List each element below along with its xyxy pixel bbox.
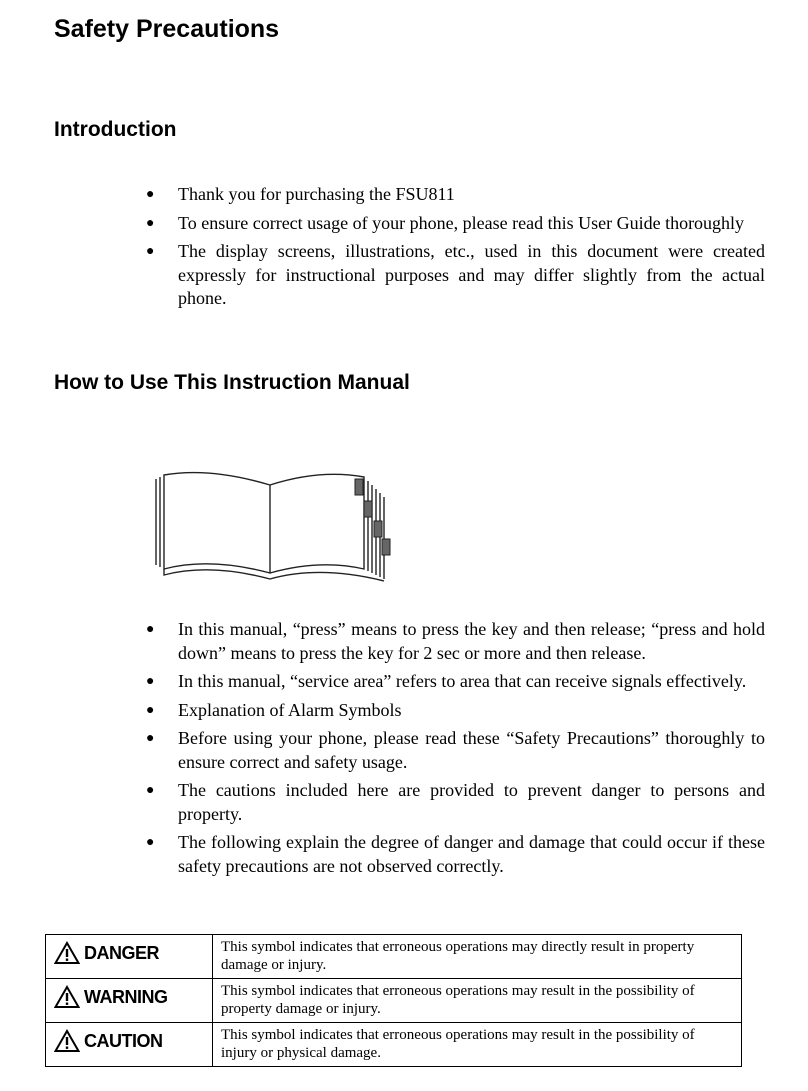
list-item-text: The display screens, illustrations, etc., used in this document were created expressly for instructional purposes and may differ slightly from the actual phone. xyxy=(178,241,765,308)
open-book-illustration xyxy=(150,465,398,585)
introduction-list xyxy=(140,183,765,316)
table-row xyxy=(46,935,742,979)
list-item xyxy=(140,670,765,694)
page-title: Safety Precautions xyxy=(54,15,280,43)
list-item xyxy=(140,183,765,207)
list-item xyxy=(140,831,765,878)
warning-label: WARNING xyxy=(84,986,168,1007)
introduction-heading: Introduction xyxy=(54,118,177,141)
list-item xyxy=(140,779,765,826)
list-item-text: In this manual, “service area” refers to area that can receive signals effectively. xyxy=(178,671,747,691)
bullet: ● xyxy=(146,674,155,689)
warning-description: This symbol indicates that erroneous operations may result in the possibility of property damage or injury. xyxy=(213,979,742,1023)
bullet: ● xyxy=(146,731,155,746)
list-item-text: The cautions included here are provided to prevent danger to persons and property. xyxy=(178,780,765,824)
caution-description: This symbol indicates that erroneous operations may result in the possibility of injury or physical damage. xyxy=(213,1023,742,1067)
table-row xyxy=(46,979,742,1023)
caution-label: CAUTION xyxy=(84,1030,163,1051)
symbol-label-cell xyxy=(46,935,213,979)
list-item xyxy=(140,240,765,311)
warning-triangle-icon xyxy=(54,985,80,1009)
table-row xyxy=(46,1023,742,1067)
bullet: ● xyxy=(146,187,155,202)
list-item-text: Thank you for purchasing the FSU811 xyxy=(178,184,455,204)
list-item-text: Explanation of Alarm Symbols xyxy=(178,699,402,720)
list-item xyxy=(140,727,765,774)
list-item-text: To ensure correct usage of your phone, please read this User Guide thoroughly xyxy=(178,212,745,233)
list-item-text: Before using your phone, please read these “Safety Precautions” thoroughly to ensure correct and safety usage. xyxy=(178,728,765,772)
symbol-label-cell xyxy=(46,1023,213,1067)
warning-triangle-icon xyxy=(54,941,80,965)
bullet: ● xyxy=(146,702,155,718)
bullet: ● xyxy=(146,215,155,231)
list-item xyxy=(140,618,765,665)
list-item-text: In this manual, “press” means to press the key and then release; “press and hold down” means to press the key for 2 sec or more and then release. xyxy=(178,619,765,663)
bullet: ● xyxy=(146,622,155,637)
list-item-text: The following explain the degree of danger and damage that could occur if these safety precautions are not observed correctly. xyxy=(178,832,765,876)
bullet: ● xyxy=(146,244,155,259)
warning-triangle-icon xyxy=(54,1029,80,1053)
list-item xyxy=(140,699,765,723)
how-to-use-heading: How to Use This Instruction Manual xyxy=(54,371,410,394)
danger-label: DANGER xyxy=(84,942,160,963)
bullet: ● xyxy=(146,783,155,798)
danger-description: This symbol indicates that erroneous operations may directly result in property damage or injury. xyxy=(213,935,742,979)
book-icon xyxy=(156,473,384,581)
bullet: ● xyxy=(146,835,155,850)
symbol-label-cell xyxy=(46,979,213,1023)
how-to-use-list xyxy=(140,618,765,883)
alarm-symbols-table xyxy=(45,934,742,1067)
list-item xyxy=(140,212,765,236)
